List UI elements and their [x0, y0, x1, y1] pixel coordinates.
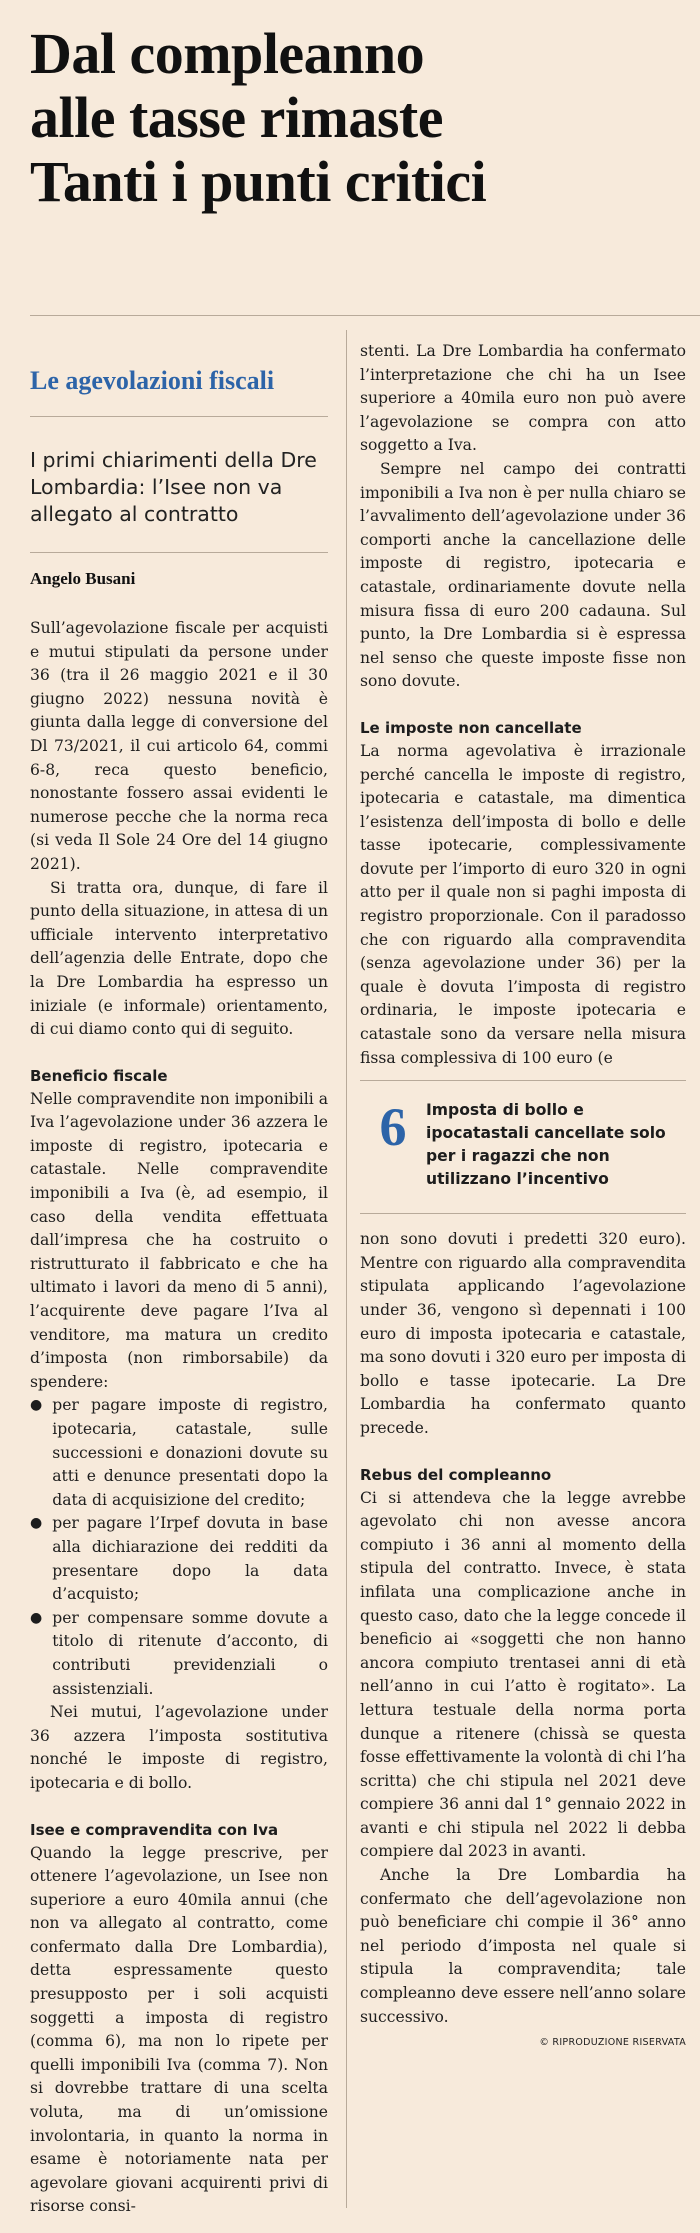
- right-column: [360, 340, 686, 2048]
- column-divider: [346, 330, 347, 2208]
- bullet-text: per pagare imposte di registro, ipotecaria, catastale, sulle successioni e donazioni dovute su atti e denunce presentati dopo la data di acquisizione del credito;: [52, 1396, 328, 1509]
- bullet-item: [30, 1394, 328, 1512]
- top-divider: [30, 315, 700, 316]
- section-heading: Isee e compravendita con Iva: [30, 1820, 279, 1839]
- pull-quote-text: Imposta di bollo e ipocatastali cancellate solo per i ragazzi che non utilizzano l’incentivo: [426, 1101, 666, 1189]
- copyright-footer: © RIPRODUZIONE RISERVATA: [539, 2037, 686, 2049]
- author-byline: Angelo Busani: [30, 569, 136, 588]
- paragraph: Sull’agevolazione fiscale per acquisti e mutui stipulati da persone under 36 (tra il 26 maggio 2021 e il 30 giugno 2022) nessuna novità è giunta dalla legge di conversione del Dl 73/2021, il cui articolo 64, commi 6-8, reca questo beneficio, nonostante fossero assai evidenti le numerose pecche che la norma reca (si veda Il Sole 24 Ore del 14 giugno 2021).: [30, 619, 328, 873]
- bullet-text: per compensare somme dovute a titolo di ritenute d’acconto, di contributi previdenziali o assistenziali.: [52, 1608, 328, 1698]
- subheadline: I primi chiarimenti della Dre Lombardia: l’Isee non va allegato al contratto: [30, 447, 328, 553]
- paragraph: Si tratta ora, dunque, di fare il punto della situazione, in attesa di un ufficiale intervento interpretativo dell’agenzia delle Entrate, dopo che la Dre Lombardia ha espresso un iniziale (e informale) orientamento, di cui diamo conto qui di seguito.: [30, 878, 328, 1039]
- paragraph: Anche la Dre Lombardia ha confermato che dell’agevolazione non può beneficiare chi compie il 36° anno nel periodo d’imposta nel quale si stipula la compravendita; tale compleanno deve essere nell’anno solare successivo.: [360, 1866, 686, 2026]
- paragraph: Ci si attendeva che la legge avrebbe agevolato chi non avesse ancora compiuto i 36 anni al momento della stipula del contratto. Invece, è stata infilata una complicazione anche in questo caso, dato che la legge concede il beneficio ai «soggetti che non hanno ancora compiuto trentasei anni di età nell’anno in cui l’atto è rogitato». La lettura testuale della norma porta dunque a ritenere (chissà se questa fosse effettivamente la volontà di chi l’ha scritta) che chi stipula nel 2021 deve compiere 36 anni dal 1° gennaio 2022 in avanti e chi stipula nel 2022 li debba compiere dal 2023 in avanti.: [360, 1488, 686, 1861]
- section-heading: Beneficio fiscale: [30, 1066, 168, 1085]
- paragraph: stenti. La Dre Lombardia ha confermato l’interpretazione che chi ha un Isee superiore a 40mila euro non può avere l’agevolazione se compra con atto soggetto a Iva.: [360, 342, 686, 455]
- bullet-text: per pagare l’Irpef dovuta in base alla dichiarazione dei redditi da presentare dopo la data d’acquisto;: [52, 1514, 328, 1604]
- section-heading: Rebus del compleanno: [360, 1465, 552, 1484]
- paragraph: Nei mutui, l’agevolazione under 36 azzera l’imposta sostitutiva nonché le imposte di registro, ipotecaria e di bollo.: [30, 1703, 328, 1792]
- bullet-icon: ●: [30, 1397, 43, 1414]
- paragraph: Sempre nel campo dei contratti imponibili a Iva non è per nulla chiaro se l’avvalimento dell’agevolazione under 36 comporti anche la cancellazione delle imposte di registro, ipotecaria e catastale, ordinariamente dovute nella misura fissa di euro 200 cadauna. Sul punto, la Dre Lombardia si è espressa nel senso che queste imposte fisse non sono dovute.: [360, 459, 686, 691]
- paragraph: Nelle compravendite non imponibili a Iva l’agevolazione under 36 azzera le imposte di registro, ipotecaria e catastale. Nelle compravendite imponibili a Iva (è, ad esempio, il caso della vendita effettuata dall’impresa che ha costruito o ristrutturato il fabbricato e che ha ultimato i lavori da meno di 5 anni), l’acquirente deve pagare l’Iva al venditore, ma matura un credito d’imposta (non rimborsabile) da spendere:: [30, 1089, 328, 1391]
- headline-line-3: Tanti i punti critici: [30, 149, 487, 214]
- bullet-item: [30, 1607, 328, 1701]
- headline-line-1: Dal compleanno: [30, 21, 425, 86]
- paragraph: non sono dovuti i predetti 320 euro). Mentre con riguardo alla compravendita stipulata applicando l’agevolazione under 36, vengono sì depennati i 100 euro di imposta ipotecaria e catastale, ma sono dovuti i 320 euro per imposta di bollo e tasse ipotecarie. La Dre Lombardia ha confermato quanto precede.: [360, 1230, 686, 1437]
- headline-line-2: alle tasse rimaste: [30, 85, 443, 150]
- paragraph: Quando la legge prescrive, per ottenere l’agevolazione, un Isee non superiore a euro 40mila annui (che non va allegato al contratto, come confermato dalla Dre Lombardia), detta espressamente questo presupposto per i soli acquisti soggetti a imposta di registro (comma 6), ma non lo ripete per quelli imponibili Iva (comma 7). Non si dovrebbe trattare di una scelta voluta, ma di un’omissione involontaria, in quanto la norma in esame è notoriamente nata per agevolare giovani acquirenti privi di risorse consi-: [30, 1843, 328, 2216]
- bullet-icon: ●: [30, 1609, 43, 1626]
- paragraph: La norma agevolativa è irrazionale perché cancella le imposte di registro, ipotecaria e catastale, ma dimentica l’esistenza dell’imposta di bollo e delle tasse ipotecarie, complessivamente dovute per l’importo di euro 320 in ogni atto per il quale non si paghi imposta di registro proporzionale. Con il paradosso che con riguardo alla compravendita (senza agevolazione under 36) per la quale è dovuta l’imposta di registro ordinaria, le imposte ipotecaria e catastale sono da versare nella misura fissa complessiva di 100 euro (e: [360, 741, 686, 1067]
- headline: [30, 22, 690, 214]
- quote-mark-icon: 6: [379, 1097, 407, 1158]
- section-kicker: Le agevolazioni fiscali: [30, 366, 328, 417]
- left-column: [30, 340, 328, 2219]
- pull-quote: [360, 1080, 686, 1214]
- bullet-icon: ●: [30, 1515, 43, 1532]
- bullet-item: [30, 1512, 328, 1606]
- section-heading: Le imposte non cancellate: [360, 718, 582, 737]
